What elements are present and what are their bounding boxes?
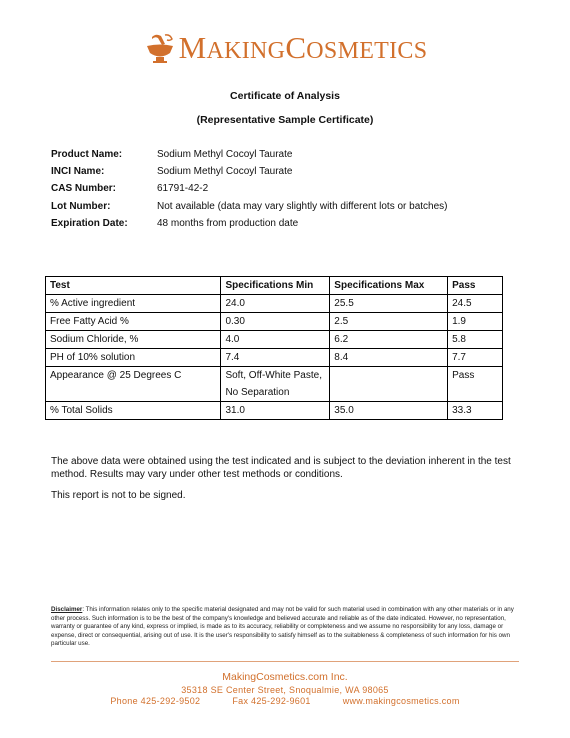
table-row: [46, 402, 503, 420]
table-cell: 0.30: [221, 313, 330, 331]
footer-company: MakingCosmetics.com Inc.: [222, 671, 348, 683]
table-cell: 2.5: [330, 313, 448, 331]
table-cell: Appearance @ 25 Degrees C: [46, 367, 221, 402]
info-value: Not available (data may vary slightly with different lots or batches): [157, 200, 448, 212]
info-value: Sodium Methyl Cocoyl Taurate: [157, 166, 293, 178]
table-cell: Pass: [448, 367, 503, 402]
table-cell: 7.4: [221, 349, 330, 367]
document-subtitle: (Representative Sample Certificate): [196, 114, 374, 126]
info-label: Expiration Date:: [51, 217, 128, 229]
info-label: INCI Name:: [51, 166, 105, 178]
disclaimer: [51, 606, 521, 649]
table-row: [46, 367, 503, 402]
table-cell: Sodium Chloride, %: [46, 331, 221, 349]
cell-line: Soft, Off-White Paste,: [225, 370, 322, 381]
brand-logo: [0, 28, 570, 68]
column-header-spec-max: Specifications Max: [330, 277, 448, 295]
table-header-row: [46, 277, 503, 295]
footer-address: 35318 SE Center Street, Snoqualmie, WA 98065: [181, 685, 389, 695]
table-cell-appearance-min: [221, 367, 330, 402]
table-cell: Free Fatty Acid %: [46, 313, 221, 331]
footer-divider: [51, 661, 519, 662]
column-header-spec-min: Specifications Min: [221, 277, 330, 295]
column-header-test: Test: [46, 277, 221, 295]
column-header-pass: Pass: [448, 277, 503, 295]
table-cell: 33.3: [448, 402, 503, 420]
info-row-lot-number: [51, 198, 448, 215]
signature-note: This report is not to be signed.: [51, 490, 186, 501]
table-cell: 8.4: [330, 349, 448, 367]
table-cell: % Total Solids: [46, 402, 221, 420]
mortar-and-pestle-icon: [143, 31, 177, 65]
product-info: [51, 146, 448, 232]
info-label: Lot Number:: [51, 200, 111, 212]
table-cell: [330, 367, 448, 402]
info-value: 48 months from production date: [157, 217, 299, 229]
info-row-inci-name: [51, 163, 448, 180]
table-row: [46, 295, 503, 313]
results-note: The above data were obtained using the test indicated and is subject to the deviation inherent in the test method. Results may vary under other test methods or conditions.: [51, 456, 511, 480]
info-row-product-name: [51, 146, 448, 163]
table-cell: PH of 10% solution: [46, 349, 221, 367]
table-cell: 31.0: [221, 402, 330, 420]
info-row-expiration-date: [51, 215, 448, 232]
table-cell: 25.5: [330, 295, 448, 313]
table-cell: 24.0: [221, 295, 330, 313]
info-value: Sodium Methyl Cocoyl Taurate: [157, 149, 293, 161]
table-row: [46, 331, 503, 349]
specifications-table: [45, 276, 503, 420]
table-row: [46, 349, 503, 367]
brand-wordmark: MAKINGCOSMETICS: [178, 30, 428, 65]
footer-website-link[interactable]: www.makingcosmetics.com: [342, 696, 460, 706]
disclaimer-label: Disclaimer: [51, 606, 83, 613]
disclaimer-text: : This information relates only to the specific material designated and may not be valid for such material used in combination with any other materials or in any other process. Such information is to be the best of the company's knowledge and believed accurate and reliable as of the date indicated. However, no representation, warranty or guarantee of any kind, express or implied, is made as to its accuracy, reliability or completeness and we assume no responsibility for any loss, damage or expense, direct or consequential, arising out of use. It is the user's responsibility to satisfy himself as to the suitableness & completeness of such information for his own particular use.: [51, 606, 514, 648]
document-title: Certificate of Analysis: [230, 90, 340, 102]
info-row-cas-number: [51, 180, 448, 197]
table-cell: 35.0: [330, 402, 448, 420]
cell-line: No Separation: [225, 387, 290, 398]
table-cell: 4.0: [221, 331, 330, 349]
table-cell: 1.9: [448, 313, 503, 331]
table-cell: 7.7: [448, 349, 503, 367]
table-cell: % Active ingredient: [46, 295, 221, 313]
footer-contact: [0, 696, 570, 706]
table-cell: 5.8: [448, 331, 503, 349]
info-label: Product Name:: [51, 149, 123, 161]
footer-fax: Fax 425-292-9601: [232, 696, 311, 706]
info-value: 61791-42-2: [157, 183, 209, 195]
table-cell: 24.5: [448, 295, 503, 313]
info-label: CAS Number:: [51, 183, 117, 195]
footer-phone: Phone 425-292-9502: [110, 696, 201, 706]
table-cell: 6.2: [330, 331, 448, 349]
table-row: [46, 313, 503, 331]
